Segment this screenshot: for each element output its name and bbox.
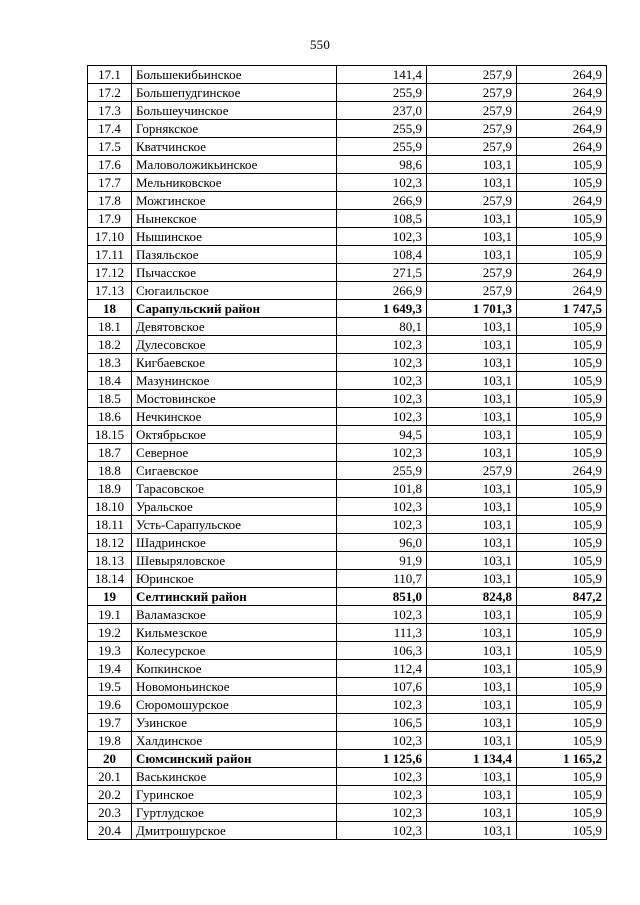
- value-3-cell: 105,9: [517, 678, 607, 696]
- value-2-cell: 257,9: [427, 138, 517, 156]
- value-1-cell: 106,3: [337, 642, 427, 660]
- table-row: [88, 822, 607, 840]
- value-3-cell: 105,9: [517, 696, 607, 714]
- value-1-cell: 107,6: [337, 678, 427, 696]
- table-row: [88, 228, 607, 246]
- table-row: [88, 732, 607, 750]
- settlement-name-cell: Тарасовское: [132, 480, 337, 498]
- row-number-cell: 19: [88, 588, 132, 606]
- settlement-name-cell: Сюмсинский район: [132, 750, 337, 768]
- district-total-row: [88, 750, 607, 768]
- value-3-cell: 1 747,5: [517, 300, 607, 318]
- row-number-cell: 19.8: [88, 732, 132, 750]
- settlement-name-cell: Пазяльское: [132, 246, 337, 264]
- value-2-cell: 103,1: [427, 318, 517, 336]
- value-1-cell: 102,3: [337, 408, 427, 426]
- settlement-name-cell: Девятовское: [132, 318, 337, 336]
- settlement-name-cell: Гуринское: [132, 786, 337, 804]
- value-1-cell: 102,3: [337, 444, 427, 462]
- value-2-cell: 103,1: [427, 210, 517, 228]
- value-2-cell: 257,9: [427, 120, 517, 138]
- value-1-cell: 102,3: [337, 516, 427, 534]
- value-1-cell: 102,3: [337, 606, 427, 624]
- row-number-cell: 18.3: [88, 354, 132, 372]
- value-2-cell: 103,1: [427, 732, 517, 750]
- row-number-cell: 19.6: [88, 696, 132, 714]
- district-total-row: [88, 588, 607, 606]
- value-2-cell: 103,1: [427, 372, 517, 390]
- row-number-cell: 17.8: [88, 192, 132, 210]
- settlement-name-cell: Октябрьское: [132, 426, 337, 444]
- settlement-name-cell: Сюромошурское: [132, 696, 337, 714]
- value-3-cell: 264,9: [517, 138, 607, 156]
- settlement-name-cell: Нечкинское: [132, 408, 337, 426]
- table-row: [88, 102, 607, 120]
- table-row: [88, 66, 607, 84]
- value-2-cell: 103,1: [427, 552, 517, 570]
- settlement-name-cell: Копкинское: [132, 660, 337, 678]
- value-1-cell: 255,9: [337, 462, 427, 480]
- settlement-name-cell: Юринское: [132, 570, 337, 588]
- value-1-cell: 106,5: [337, 714, 427, 732]
- value-2-cell: 257,9: [427, 462, 517, 480]
- settlement-name-cell: Новомоньинское: [132, 678, 337, 696]
- value-3-cell: 105,9: [517, 642, 607, 660]
- value-3-cell: 105,9: [517, 570, 607, 588]
- value-3-cell: 105,9: [517, 606, 607, 624]
- settlement-name-cell: Мельниковское: [132, 174, 337, 192]
- value-2-cell: 103,1: [427, 336, 517, 354]
- value-1-cell: 102,3: [337, 228, 427, 246]
- settlement-name-cell: Узинское: [132, 714, 337, 732]
- value-3-cell: 264,9: [517, 66, 607, 84]
- row-number-cell: 17.2: [88, 84, 132, 102]
- value-1-cell: 1 649,3: [337, 300, 427, 318]
- row-number-cell: 19.2: [88, 624, 132, 642]
- settlement-name-cell: Сарапульский район: [132, 300, 337, 318]
- value-2-cell: 257,9: [427, 264, 517, 282]
- value-2-cell: 103,1: [427, 444, 517, 462]
- row-number-cell: 17.10: [88, 228, 132, 246]
- settlement-name-cell: Можгинское: [132, 192, 337, 210]
- value-1-cell: 102,3: [337, 822, 427, 840]
- value-3-cell: 105,9: [517, 156, 607, 174]
- settlement-name-cell: Горнякское: [132, 120, 337, 138]
- value-2-cell: 824,8: [427, 588, 517, 606]
- value-3-cell: 105,9: [517, 624, 607, 642]
- row-number-cell: 18.1: [88, 318, 132, 336]
- value-2-cell: 103,1: [427, 228, 517, 246]
- value-2-cell: 103,1: [427, 786, 517, 804]
- value-3-cell: 105,9: [517, 210, 607, 228]
- row-number-cell: 18.15: [88, 426, 132, 444]
- value-3-cell: 264,9: [517, 84, 607, 102]
- settlement-name-cell: Кильмезское: [132, 624, 337, 642]
- row-number-cell: 20.4: [88, 822, 132, 840]
- row-number-cell: 18.12: [88, 534, 132, 552]
- value-2-cell: 103,1: [427, 660, 517, 678]
- settlement-name-cell: Гуртлудское: [132, 804, 337, 822]
- row-number-cell: 19.3: [88, 642, 132, 660]
- table-row: [88, 534, 607, 552]
- settlement-name-cell: Большепудгинское: [132, 84, 337, 102]
- settlement-name-cell: Халдинское: [132, 732, 337, 750]
- table-row: [88, 282, 607, 300]
- table-row: [88, 318, 607, 336]
- settlement-name-cell: Усть-Сарапульское: [132, 516, 337, 534]
- table-row: [88, 660, 607, 678]
- settlement-name-cell: Валамазское: [132, 606, 337, 624]
- value-1-cell: 108,5: [337, 210, 427, 228]
- row-number-cell: 17.1: [88, 66, 132, 84]
- settlement-name-cell: Уральское: [132, 498, 337, 516]
- value-2-cell: 103,1: [427, 678, 517, 696]
- value-3-cell: 105,9: [517, 408, 607, 426]
- value-3-cell: 264,9: [517, 120, 607, 138]
- value-1-cell: 141,4: [337, 66, 427, 84]
- value-3-cell: 105,9: [517, 822, 607, 840]
- table-row: [88, 138, 607, 156]
- settlement-name-cell: Мостовинское: [132, 390, 337, 408]
- table-row: [88, 246, 607, 264]
- value-2-cell: 257,9: [427, 102, 517, 120]
- value-3-cell: 105,9: [517, 714, 607, 732]
- value-2-cell: 103,1: [427, 768, 517, 786]
- row-number-cell: 17.11: [88, 246, 132, 264]
- table-body: [88, 66, 607, 840]
- settlement-name-cell: Нышинское: [132, 228, 337, 246]
- value-1-cell: 102,3: [337, 372, 427, 390]
- value-1-cell: 255,9: [337, 120, 427, 138]
- value-2-cell: 103,1: [427, 606, 517, 624]
- table-row: [88, 714, 607, 732]
- value-2-cell: 103,1: [427, 480, 517, 498]
- value-3-cell: 105,9: [517, 534, 607, 552]
- value-2-cell: 257,9: [427, 192, 517, 210]
- value-3-cell: 1 165,2: [517, 750, 607, 768]
- value-2-cell: 257,9: [427, 282, 517, 300]
- value-2-cell: 103,1: [427, 174, 517, 192]
- table-row: [88, 786, 607, 804]
- settlement-name-cell: Большеучинское: [132, 102, 337, 120]
- value-2-cell: 103,1: [427, 714, 517, 732]
- value-3-cell: 264,9: [517, 264, 607, 282]
- value-2-cell: 257,9: [427, 66, 517, 84]
- value-1-cell: 94,5: [337, 426, 427, 444]
- table-row: [88, 264, 607, 282]
- value-1-cell: 102,3: [337, 786, 427, 804]
- value-1-cell: 255,9: [337, 84, 427, 102]
- row-number-cell: 18.14: [88, 570, 132, 588]
- row-number-cell: 18.8: [88, 462, 132, 480]
- district-total-row: [88, 300, 607, 318]
- value-2-cell: 103,1: [427, 390, 517, 408]
- table-row: [88, 624, 607, 642]
- settlement-name-cell: Кигбаевское: [132, 354, 337, 372]
- table-row: [88, 696, 607, 714]
- settlement-name-cell: Шадринское: [132, 534, 337, 552]
- value-1-cell: 1 125,6: [337, 750, 427, 768]
- value-3-cell: 105,9: [517, 174, 607, 192]
- value-3-cell: 264,9: [517, 102, 607, 120]
- table-row: [88, 642, 607, 660]
- settlement-name-cell: Шевыряловское: [132, 552, 337, 570]
- settlement-name-cell: Большекибьинское: [132, 66, 337, 84]
- value-3-cell: 105,9: [517, 804, 607, 822]
- value-1-cell: 102,3: [337, 174, 427, 192]
- row-number-cell: 18.4: [88, 372, 132, 390]
- value-3-cell: 105,9: [517, 732, 607, 750]
- value-2-cell: 103,1: [427, 246, 517, 264]
- row-number-cell: 17.6: [88, 156, 132, 174]
- settlement-name-cell: Сюгаильское: [132, 282, 337, 300]
- value-1-cell: 110,7: [337, 570, 427, 588]
- row-number-cell: 17.7: [88, 174, 132, 192]
- value-3-cell: 105,9: [517, 318, 607, 336]
- value-3-cell: 264,9: [517, 462, 607, 480]
- row-number-cell: 18.10: [88, 498, 132, 516]
- value-3-cell: 105,9: [517, 372, 607, 390]
- row-number-cell: 18.9: [88, 480, 132, 498]
- value-3-cell: 264,9: [517, 192, 607, 210]
- settlement-name-cell: Нынекское: [132, 210, 337, 228]
- value-2-cell: 103,1: [427, 408, 517, 426]
- value-2-cell: 1 134,4: [427, 750, 517, 768]
- table-row: [88, 804, 607, 822]
- settlement-name-cell: Дмитрошурское: [132, 822, 337, 840]
- row-number-cell: 18.13: [88, 552, 132, 570]
- value-1-cell: 111,3: [337, 624, 427, 642]
- value-1-cell: 108,4: [337, 246, 427, 264]
- settlement-name-cell: Кватчинское: [132, 138, 337, 156]
- row-number-cell: 17.9: [88, 210, 132, 228]
- table-row: [88, 552, 607, 570]
- value-2-cell: 103,1: [427, 354, 517, 372]
- table-row: [88, 372, 607, 390]
- table-row: [88, 516, 607, 534]
- row-number-cell: 20.1: [88, 768, 132, 786]
- settlement-name-cell: Васькинское: [132, 768, 337, 786]
- value-2-cell: 103,1: [427, 498, 517, 516]
- value-1-cell: 102,3: [337, 732, 427, 750]
- value-1-cell: 102,3: [337, 354, 427, 372]
- value-2-cell: 103,1: [427, 516, 517, 534]
- value-2-cell: 103,1: [427, 534, 517, 552]
- value-1-cell: 102,3: [337, 336, 427, 354]
- budget-table: [87, 65, 607, 840]
- value-3-cell: 105,9: [517, 444, 607, 462]
- row-number-cell: 19.7: [88, 714, 132, 732]
- page-number: 550: [309, 37, 331, 52]
- table-row: [88, 444, 607, 462]
- table-row: [88, 390, 607, 408]
- value-3-cell: 105,9: [517, 480, 607, 498]
- value-2-cell: 103,1: [427, 696, 517, 714]
- value-3-cell: 105,9: [517, 390, 607, 408]
- table-row: [88, 408, 607, 426]
- table-row: [88, 354, 607, 372]
- value-3-cell: 105,9: [517, 516, 607, 534]
- row-number-cell: 18.6: [88, 408, 132, 426]
- value-2-cell: 103,1: [427, 570, 517, 588]
- table-row: [88, 480, 607, 498]
- value-2-cell: 103,1: [427, 624, 517, 642]
- table-row: [88, 210, 607, 228]
- value-1-cell: 102,3: [337, 390, 427, 408]
- value-2-cell: 103,1: [427, 426, 517, 444]
- table-row: [88, 498, 607, 516]
- row-number-cell: 18.5: [88, 390, 132, 408]
- value-1-cell: 271,5: [337, 264, 427, 282]
- table-row: [88, 156, 607, 174]
- table-row: [88, 606, 607, 624]
- value-2-cell: 257,9: [427, 84, 517, 102]
- row-number-cell: 17.12: [88, 264, 132, 282]
- row-number-cell: 19.5: [88, 678, 132, 696]
- row-number-cell: 20.3: [88, 804, 132, 822]
- table-row: [88, 120, 607, 138]
- value-1-cell: 266,9: [337, 282, 427, 300]
- settlement-name-cell: Северное: [132, 444, 337, 462]
- value-3-cell: 105,9: [517, 552, 607, 570]
- value-3-cell: 105,9: [517, 354, 607, 372]
- value-1-cell: 80,1: [337, 318, 427, 336]
- row-number-cell: 17.5: [88, 138, 132, 156]
- row-number-cell: 20: [88, 750, 132, 768]
- value-1-cell: 102,3: [337, 804, 427, 822]
- settlement-name-cell: Сигаевское: [132, 462, 337, 480]
- value-1-cell: 102,3: [337, 696, 427, 714]
- value-1-cell: 112,4: [337, 660, 427, 678]
- row-number-cell: 20.2: [88, 786, 132, 804]
- value-2-cell: 103,1: [427, 804, 517, 822]
- row-number-cell: 17.13: [88, 282, 132, 300]
- value-1-cell: 96,0: [337, 534, 427, 552]
- settlement-name-cell: Пычасское: [132, 264, 337, 282]
- value-1-cell: 851,0: [337, 588, 427, 606]
- row-number-cell: 18.11: [88, 516, 132, 534]
- row-number-cell: 19.1: [88, 606, 132, 624]
- value-1-cell: 91,9: [337, 552, 427, 570]
- value-2-cell: 103,1: [427, 156, 517, 174]
- value-3-cell: 105,9: [517, 228, 607, 246]
- table-row: [88, 768, 607, 786]
- value-3-cell: 105,9: [517, 768, 607, 786]
- value-3-cell: 105,9: [517, 786, 607, 804]
- value-3-cell: 847,2: [517, 588, 607, 606]
- value-1-cell: 266,9: [337, 192, 427, 210]
- table-row: [88, 84, 607, 102]
- value-1-cell: 102,3: [337, 498, 427, 516]
- value-3-cell: 105,9: [517, 426, 607, 444]
- value-3-cell: 105,9: [517, 498, 607, 516]
- settlement-name-cell: Мазунинское: [132, 372, 337, 390]
- value-2-cell: 103,1: [427, 822, 517, 840]
- row-number-cell: 19.4: [88, 660, 132, 678]
- table-row: [88, 570, 607, 588]
- value-3-cell: 105,9: [517, 660, 607, 678]
- value-1-cell: 102,3: [337, 768, 427, 786]
- table-row: [88, 192, 607, 210]
- value-3-cell: 105,9: [517, 246, 607, 264]
- table-row: [88, 426, 607, 444]
- settlement-name-cell: Селтинский район: [132, 588, 337, 606]
- value-2-cell: 103,1: [427, 642, 517, 660]
- settlement-name-cell: Колесурское: [132, 642, 337, 660]
- settlement-name-cell: Маловоложикьинское: [132, 156, 337, 174]
- row-number-cell: 18.2: [88, 336, 132, 354]
- row-number-cell: 17.4: [88, 120, 132, 138]
- value-1-cell: 255,9: [337, 138, 427, 156]
- row-number-cell: 17.3: [88, 102, 132, 120]
- value-1-cell: 237,0: [337, 102, 427, 120]
- row-number-cell: 18.7: [88, 444, 132, 462]
- value-2-cell: 1 701,3: [427, 300, 517, 318]
- settlement-name-cell: Дулесовское: [132, 336, 337, 354]
- table-row: [88, 678, 607, 696]
- value-3-cell: 264,9: [517, 282, 607, 300]
- value-1-cell: 101,8: [337, 480, 427, 498]
- table-row: [88, 174, 607, 192]
- table-row: [88, 462, 607, 480]
- row-number-cell: 18: [88, 300, 132, 318]
- table-row: [88, 336, 607, 354]
- value-1-cell: 98,6: [337, 156, 427, 174]
- value-3-cell: 105,9: [517, 336, 607, 354]
